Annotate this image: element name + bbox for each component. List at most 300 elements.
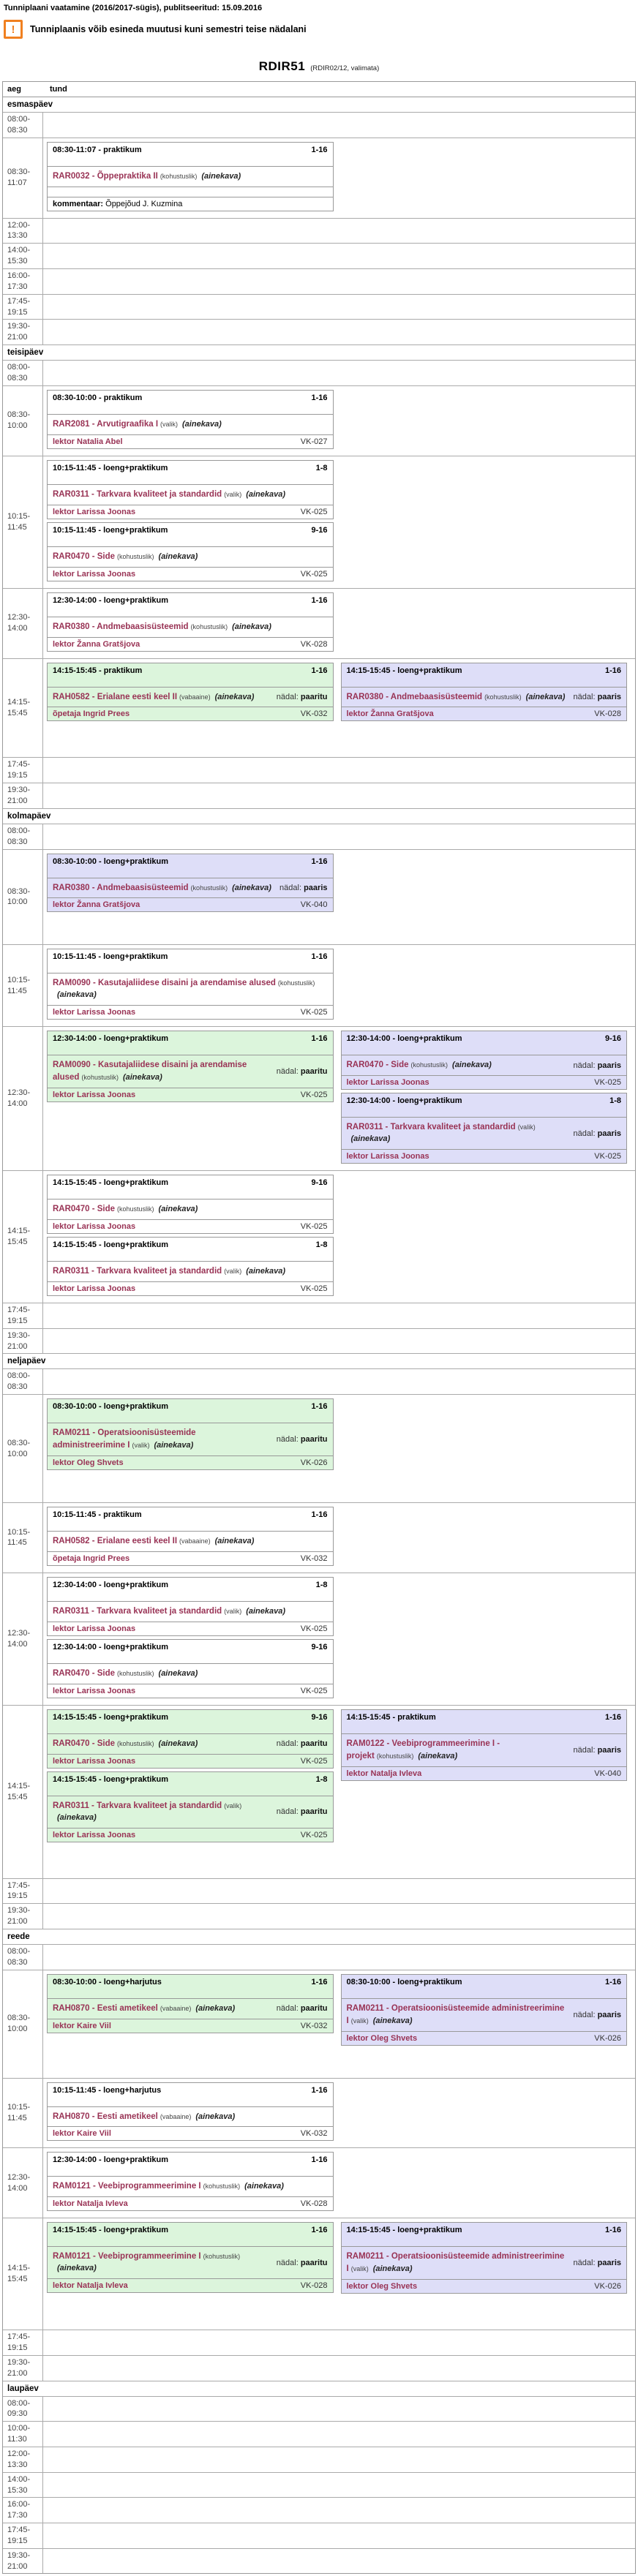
time-row [3,361,635,386]
course-link[interactable]: RAM0122 - Veebiprogrammeerimine I - projekt [346,1739,500,1760]
time-start: 12:00- [7,2449,31,2458]
row-content [43,219,635,244]
time-end: 21:00 [7,2368,28,2378]
time-row [3,1904,635,1929]
lecturer-link[interactable]: lektor Larissa Joonas [53,1222,136,1232]
ainekava-link[interactable]: (ainekava) [350,1134,391,1144]
time-slot-label [3,1027,43,1170]
ainekava-link[interactable]: (ainekava) [244,2182,284,2191]
lecturer-link[interactable]: lektor Natalja Ivleva [53,2199,128,2209]
course-link[interactable]: RAM0090 - Kasutajaliidese disaini ja arendamise alused [53,1061,247,1082]
ainekava-link[interactable]: (ainekava) [158,1739,198,1748]
time-row [3,945,635,1027]
lesson-block [47,1771,334,1842]
timetable-body [3,97,635,2573]
lesson-header [342,663,627,687]
course-kind-label: (kohustuslik) [190,884,228,892]
lesson-header [48,391,333,414]
room-code: VK-025 [594,1078,621,1088]
time-slot-label [3,2148,43,2218]
lesson-time-type: 08:30-10:00 - loeng+praktikum [53,856,169,866]
course-kind-label: (kohustuslik) [81,1074,119,1082]
lesson-header [342,1031,627,1055]
lecturer-link[interactable]: lektor Larissa Joonas [346,1078,429,1088]
time-start: 19:30- [7,1330,31,1340]
lesson-course-row [48,1261,333,1281]
ainekava-link[interactable]: (ainekava) [154,1441,194,1450]
row-content [43,1573,635,1705]
time-slot-label [3,2397,43,2422]
course-text [347,691,566,704]
course-kind-label: (valik) [224,1607,242,1615]
weeks-range: 9-16 [311,525,328,535]
lecturer-link[interactable]: lektor Larissa Joonas [53,1008,136,1017]
ainekava-link[interactable]: (ainekava) [214,692,255,701]
lesson-column-left [47,2152,334,2214]
lesson-time-type: 14:15-15:45 - loeng+praktikum [346,2226,462,2235]
lesson-time-type: 08:30-10:00 - loeng+praktikum [53,1402,169,1412]
lecturer-row [48,1005,333,1019]
day-header: kolmapäev [3,809,635,824]
lesson-time-type: 14:15-15:45 - praktikum [346,1712,436,1722]
course-text [53,621,328,633]
course-link[interactable]: RAM0211 - Operatsioonisüsteemide administreerimine I [53,1428,196,1450]
course-link[interactable]: RAR0311 - Tarkvara kvaliteet ja standardid [346,1123,516,1132]
ainekava-link[interactable]: (ainekava) [182,419,222,429]
time-row [3,113,635,138]
lesson-column-left [47,1577,334,1701]
course-link[interactable]: RAR0032 - Õppepraktika II [53,171,158,181]
ainekava-link[interactable]: (ainekava) [452,1061,492,1070]
course-text [53,1203,328,1216]
course-link[interactable]: RAR0380 - Andmebaasisüsteemid [53,622,189,631]
course-link[interactable]: RAR0380 - Andmebaasisüsteemid [53,883,189,892]
lesson-column-right [341,1577,628,1701]
time-start: 17:45- [7,2526,31,2535]
time-end: 08:30 [7,1957,28,1967]
lecturer-link[interactable]: lektor Larissa Joonas [346,1152,429,1161]
warning-icon: ! [4,20,23,39]
course-kind-label: (vabaaine) [179,693,211,701]
week-parity-value: paaritu [300,1739,328,1749]
lesson-header [48,1031,333,1055]
time-end: 15:45 [7,1792,28,1801]
lecturer-row [48,1281,333,1295]
room-code: VK-025 [300,1091,328,1100]
room-code: VK-025 [300,1624,328,1633]
weeks-range: 1-8 [315,463,328,472]
time-start: 19:30- [7,1906,31,1916]
lesson-block [47,854,334,913]
course-kind-label: (kohustuslik) [117,1205,154,1213]
time-row [3,1395,635,1503]
lesson-column-left [47,1398,334,1473]
time-row [3,1329,635,1355]
lecturer-link[interactable]: õpetaja Ingrid Prees [53,1553,130,1563]
lesson-column-right [341,592,628,655]
lesson-time-type: 10:15-11:45 - loeng+praktikum [53,463,168,472]
course-text [347,2251,566,2275]
lesson-course-row [48,2176,333,2196]
lesson-course-row [48,1531,333,1551]
course-text [53,1535,328,1548]
course-link[interactable]: RAM0121 - Veebiprogrammeerimine I [53,2252,201,2261]
lecturer-row [48,2019,333,2033]
time-slot-label [3,824,43,849]
course-link[interactable]: RAM0211 - Operatsioonisüsteemide administreerimine I [346,2003,565,2025]
lesson-course-row [48,1423,333,1455]
lesson-column-right [341,1507,628,1569]
lecturer-link[interactable]: lektor Žanna Gratšjova [346,709,434,719]
weeks-range: 9-16 [604,1034,621,1044]
time-end: 11:07 [7,178,27,188]
lecturer-link[interactable]: lektor Oleg Shvets [346,2282,418,2291]
time-end: 21:00 [7,333,28,342]
lecturer-link[interactable]: lektor Žanna Gratšjova [53,639,140,649]
lecturer-link[interactable]: lektor Oleg Shvets [346,2033,418,2043]
course-link[interactable]: RAM0211 - Operatsioonisüsteemide administreerimine I [346,2252,565,2274]
room-code: VK-025 [300,1830,328,1839]
time-end: 15:45 [7,2275,28,2284]
ainekava-link[interactable]: (ainekava) [158,551,198,561]
lecturer-link[interactable]: lektor Larissa Joonas [53,1830,136,1839]
lecturer-link[interactable]: lektor Oleg Shvets [53,1458,124,1467]
week-parity [269,1067,328,1076]
course-link[interactable]: RAR0311 - Tarkvara kvaliteet ja standardid [53,1267,222,1276]
ainekava-link[interactable]: (ainekava) [57,1812,97,1822]
time-row [3,1027,635,1171]
time-row [3,269,635,295]
lesson-column-left [47,1175,334,1299]
course-kind-label: (kohustuslik) [484,693,522,701]
lecturer-link[interactable]: lektor Larissa Joonas [53,1624,136,1633]
time-start: 10:15- [7,511,31,521]
lesson-block [47,1237,334,1296]
time-start: 16:00- [7,271,31,280]
course-link[interactable]: RAM0121 - Veebiprogrammeerimine I [53,2182,201,2191]
lecturer-row [48,1684,333,1698]
lesson-course-row [48,973,333,1005]
course-kind-label: (kohustuslik) [277,979,315,987]
ainekava-link[interactable]: (ainekava) [122,1073,162,1082]
table-column-headers [3,81,635,97]
week-parity [269,2259,328,2267]
lesson-time-type: 10:15-11:45 - loeng+harjutus [53,2085,162,2095]
time-row [3,2397,635,2422]
time-slot-label [3,2498,43,2523]
row-content [43,2148,635,2218]
lesson-header [48,1507,333,1531]
weeks-range: 1-16 [311,2085,328,2095]
lesson-column-left [47,2222,334,2297]
lesson-header [48,2223,333,2246]
lecturer-row [48,1455,333,1469]
lesson-block [47,2152,334,2211]
ainekava-link[interactable]: (ainekava) [418,1751,458,1760]
time-slot-label [3,269,43,294]
lesson-time-type: 14:15-15:45 - loeng+praktikum [53,1712,169,1722]
ainekava-link[interactable]: (ainekava) [246,489,285,499]
lesson-course-row [48,484,333,505]
time-end: 08:30 [7,373,28,383]
time-slot-label [3,1303,43,1328]
time-end: 21:00 [7,1341,28,1351]
ainekava-link[interactable]: (ainekava) [57,2264,97,2273]
time-slot-label [3,2422,43,2447]
course-link[interactable]: RAR0470 - Side [53,1739,116,1748]
ainekava-link[interactable]: (ainekava) [232,883,271,892]
row-content [43,2330,635,2355]
lecturer-link[interactable]: lektor Larissa Joonas [53,507,136,516]
time-start: 08:00- [7,826,31,835]
ainekava-link[interactable]: (ainekava) [57,990,97,1000]
row-content [43,659,635,758]
lesson-time-type: 14:15-15:45 - loeng+praktikum [53,1240,169,1250]
time-start: 12:30- [7,2173,31,2183]
ainekava-link[interactable]: (ainekava) [372,2264,413,2274]
weeks-range: 1-16 [311,1402,328,1412]
lesson-header [48,1710,333,1733]
lecturer-link[interactable]: lektor Larissa Joonas [53,1284,136,1293]
time-slot-label [3,113,43,138]
course-link[interactable]: RAR0311 - Tarkvara kvaliteet ja standardid [53,489,222,499]
course-link[interactable]: RAR2081 - Arvutigraafika I [53,419,159,429]
day-header: neljapäev [3,1354,635,1369]
lecturer-link[interactable]: lektor Larissa Joonas [53,1091,136,1100]
row-content [43,1027,635,1170]
room-code: VK-025 [300,1284,328,1293]
row-content [43,320,635,344]
course-link[interactable]: RAR0470 - Side [53,551,116,561]
time-start: 10:00- [7,2424,31,2433]
time-end: 21:00 [7,1917,28,1927]
ainekava-link[interactable]: (ainekava) [246,1267,285,1276]
lecturer-row [48,505,333,519]
lecturer-link[interactable]: lektor Kaire Viil [53,2129,111,2139]
lesson-column-right [341,390,628,452]
week-parity-value: paaris [597,1061,621,1070]
week-parity-label: nädal: [276,1067,301,1077]
lecturer-row [48,2196,333,2210]
time-start: 16:00- [7,2500,31,2509]
course-link[interactable]: RAR0311 - Tarkvara kvaliteet ja standardid [53,1606,222,1616]
lecturer-link[interactable]: lektor Larissa Joonas [53,1756,136,1766]
lecturer-link[interactable]: lektor Natalja Ivleva [53,2281,128,2291]
ainekava-link[interactable]: (ainekava) [372,2016,413,2025]
ainekava-link[interactable]: (ainekava) [195,2112,236,2121]
lecturer-link[interactable]: lektor Žanna Gratšjova [53,900,140,910]
lesson-block [47,1577,334,1636]
lesson-column-right [341,949,628,1023]
time-slot-label [3,1904,43,1929]
lesson-time-type: 12:30-14:00 - loeng+praktikum [53,1034,169,1044]
lesson-column-right [341,1974,628,2049]
time-slot-label [3,1369,43,1394]
time-row [3,2549,635,2574]
lesson-column-right [341,1031,628,1167]
lesson-header [48,663,333,687]
time-slot-label [3,2549,43,2574]
lesson-course-row [48,1055,333,1088]
row-content [43,1395,635,1502]
weeks-range: 1-16 [311,2155,328,2165]
time-end: 19:15 [7,771,28,780]
week-parity-value: paaris [597,1129,621,1138]
time-end: 15:30 [7,257,28,266]
time-slot-label [3,2356,43,2381]
time-start: 10:15- [7,1527,31,1537]
lecturer-link[interactable]: lektor Natalia Abel [53,437,123,446]
time-slot-label [3,1573,43,1705]
lesson-columns [47,2082,631,2144]
course-link[interactable]: RAH0870 - Eesti ametikeel [53,2003,158,2013]
lesson-column-left [47,2082,334,2144]
course-link[interactable]: RAR0311 - Tarkvara kvaliteet ja standardid [53,1801,222,1810]
lecturer-row [48,1551,333,1565]
course-text [53,2111,328,2123]
time-start: 14:00- [7,246,31,255]
time-end: 15:45 [7,1238,28,1247]
time-slot-label [3,1879,43,1904]
time-slot-label [3,2218,43,2330]
lesson-columns [47,1974,631,2049]
lecturer-link[interactable]: lektor Larissa Joonas [53,569,136,579]
time-start: 12:30- [7,1088,31,1098]
lecturer-link[interactable]: lektor Larissa Joonas [53,1686,136,1695]
room-code: VK-032 [300,2129,328,2139]
lesson-time-type: 10:15-11:45 - loeng+praktikum [53,952,168,962]
lecturer-row [342,1149,627,1163]
lesson-course-row [48,414,333,434]
time-slot-label [3,1171,43,1303]
course-link[interactable]: RAH0582 - Erialane eesti keel II [53,1536,178,1545]
time-slot-label [3,1970,43,2078]
lesson-block [47,592,334,652]
week-parity-value: paaritu [300,1435,328,1444]
lesson-time-type: 08:30-10:00 - loeng+harjutus [53,1977,162,1986]
lesson-header [48,949,333,973]
course-kind-label: (kohustuslik) [117,1739,154,1747]
week-parity-value: paaritu [300,1807,328,1817]
time-end: 19:15 [7,2343,28,2353]
week-parity-label: nädal: [276,2258,301,2267]
lesson-header [48,1238,333,1261]
room-code: VK-028 [300,2199,328,2209]
lesson-columns [47,592,631,655]
ainekava-link[interactable]: (ainekava) [195,2003,236,2013]
time-end: 19:15 [7,1316,28,1325]
lesson-column-right [341,460,628,584]
course-link[interactable]: RAH0582 - Erialane eesti keel II [53,692,178,701]
time-row [3,589,635,659]
lesson-header [48,1578,333,1601]
lesson-header [48,1175,333,1199]
course-text [347,1738,566,1763]
lecturer-link[interactable]: õpetaja Ingrid Prees [53,709,130,719]
lesson-header [342,1975,627,1998]
course-link[interactable]: RAR0470 - Side [53,1205,116,1214]
time-start: 08:30- [7,1438,31,1447]
time-end: 11:30 [7,2435,27,2444]
ainekava-link[interactable]: (ainekava) [158,1205,198,1214]
week-parity-value: paaritu [300,2258,328,2267]
time-row [3,2079,635,2149]
time-end: 21:00 [7,2561,28,2571]
time-end: 19:15 [7,2536,28,2545]
lesson-block [341,1093,628,1164]
room-code: VK-025 [300,1008,328,1017]
course-kind-label: (kohustuslik) [117,1669,154,1677]
lesson-columns [47,1507,631,1569]
time-slot-label [3,244,43,268]
course-link[interactable]: RAH0870 - Eesti ametikeel [53,2112,158,2121]
lesson-column-right [341,663,628,725]
ainekava-link[interactable]: (ainekava) [246,1606,285,1616]
time-start: 08:00- [7,363,31,372]
time-row [3,138,635,219]
course-link[interactable]: RAR0380 - Andmebaasisüsteemid [346,692,483,701]
course-link[interactable]: RAR0470 - Side [53,1668,116,1678]
time-row [3,219,635,244]
time-end: 11:45 [7,986,27,995]
time-end: 21:00 [7,796,28,805]
course-link[interactable]: RAR0470 - Side [346,1061,409,1070]
comment-row [48,197,333,211]
ainekava-link[interactable]: (ainekava) [201,171,241,181]
ainekava-link[interactable]: (ainekava) [232,622,271,631]
week-parity-value: paaris [304,883,328,892]
room-code: VK-026 [594,2033,621,2043]
room-code: VK-025 [300,1686,328,1695]
course-link[interactable]: RAM0090 - Kasutajaliidese disaini ja arendamise alused [53,979,276,988]
page-title: Tunniplaani vaatamine (2016/2017-sügis), publitseeritud: 15.09.2016 [4,4,263,12]
time-row [3,2330,635,2356]
course-text [53,882,272,895]
row-content [43,2447,635,2472]
lesson-course-row [48,2246,333,2278]
lesson-header [48,1772,333,1796]
course-text [53,2003,269,2015]
time-slot-label [3,2330,43,2355]
time-start: 10:15- [7,2103,31,2112]
row-content [43,2397,635,2422]
time-slot-label [3,758,43,783]
lecturer-link[interactable]: lektor Natalja Ivleva [346,1769,422,1778]
row-content [43,1503,635,1573]
row-content [43,295,635,320]
plan-title-row [2,49,636,81]
lesson-course-row [48,546,333,567]
room-code: VK-025 [300,1756,328,1766]
time-slot-label [3,1503,43,1573]
lecturer-link[interactable]: lektor Kaire Viil [53,2021,111,2030]
weeks-range: 1-16 [311,1977,328,1986]
time-row [3,2447,635,2473]
lesson-column-right [341,1709,628,1845]
weeks-range: 1-16 [311,1510,328,1519]
week-parity [566,1129,621,1138]
ainekava-link[interactable]: (ainekava) [158,1668,198,1678]
weeks-range: 1-8 [315,1774,328,1784]
time-end: 14:00 [7,1099,28,1109]
ainekava-link[interactable]: (ainekava) [525,692,566,701]
room-code: VK-027 [300,437,328,446]
lesson-columns [47,142,631,214]
lesson-columns [47,1398,631,1473]
ainekava-link[interactable]: (ainekava) [214,1536,255,1545]
lesson-columns [47,949,631,1023]
row-content [43,945,635,1026]
